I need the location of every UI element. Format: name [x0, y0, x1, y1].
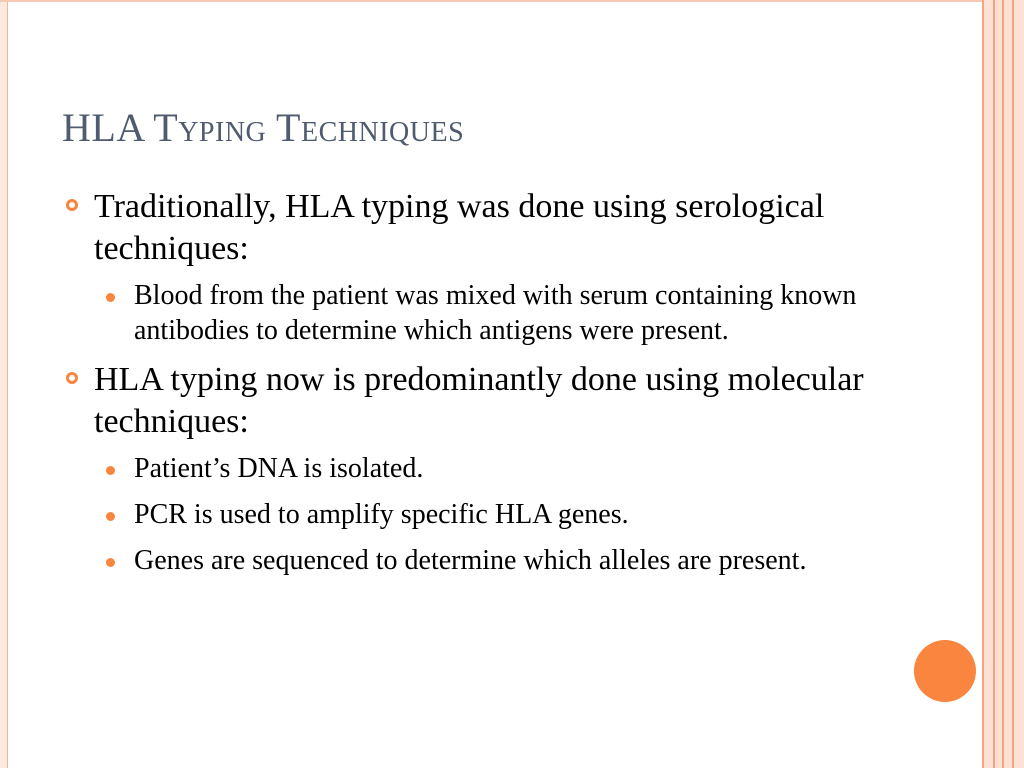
bullet-item — [62, 186, 892, 270]
sub-bullet-item — [62, 497, 892, 532]
orange-circle-decoration — [914, 640, 976, 702]
bullet-text: HLA typing now is predominantly done using molecular techniques: — [94, 361, 864, 440]
filled-dot-bullet-icon — [106, 466, 115, 475]
filled-dot-bullet-icon — [106, 512, 115, 521]
right-stripe — [1004, 0, 1012, 768]
filled-dot-bullet-icon — [106, 293, 115, 302]
sub-bullet-item — [62, 278, 892, 348]
hollow-circle-bullet-icon — [66, 372, 78, 384]
filled-dot-bullet-icon — [106, 558, 115, 567]
slide-title: HLA Typing Techniques — [62, 105, 465, 150]
right-stripe — [995, 0, 1002, 768]
sub-bullet-item — [62, 451, 892, 486]
top-border-decoration — [0, 0, 982, 2]
right-stripe — [1014, 0, 1024, 768]
left-border-decoration — [0, 0, 8, 768]
sub-bullet-item — [62, 543, 892, 578]
sub-bullet-list — [62, 451, 892, 578]
sub-bullet-text: Blood from the patient was mixed with serum containing known antibodies to determine which antigens were present. — [134, 280, 857, 346]
sub-bullet-list — [62, 278, 892, 348]
slide-content — [62, 186, 892, 589]
right-stripe — [984, 0, 993, 768]
sub-bullet-text: Patient’s DNA is isolated. — [134, 453, 424, 484]
sub-bullet-text: PCR is used to amplify specific HLA genes. — [134, 499, 629, 530]
bullet-item — [62, 359, 892, 443]
hollow-circle-bullet-icon — [66, 199, 78, 211]
bullet-text: Traditionally, HLA typing was done using serological techniques: — [94, 188, 825, 267]
sub-bullet-text: Genes are sequenced to determine which alleles are present. — [134, 545, 807, 576]
